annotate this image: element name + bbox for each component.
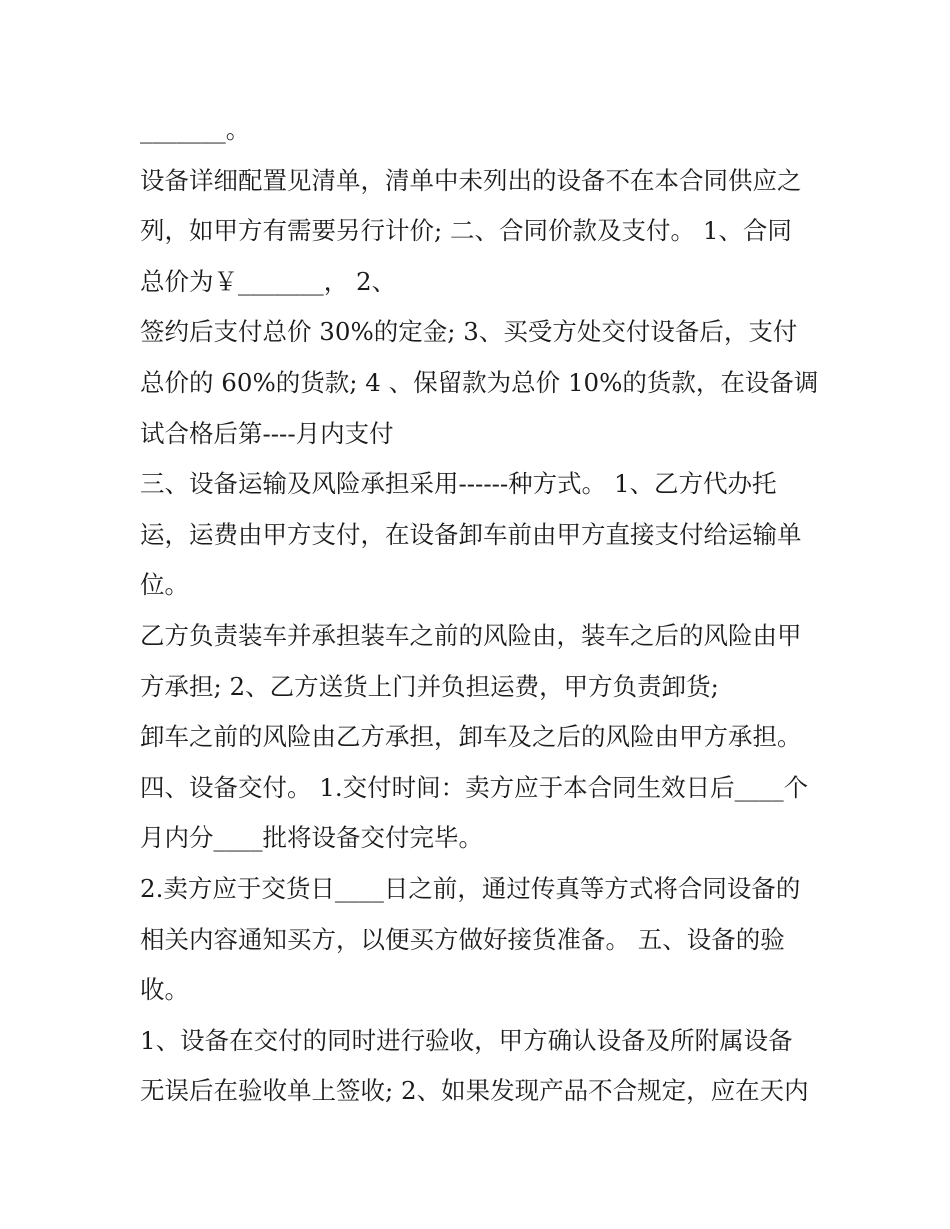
text-line: 三、设备运输及风险承担采用------种方式。 1、乙方代办托 bbox=[140, 469, 777, 499]
text-line: 相关内容通知买方，以便买方做好接货准备。 五、设备的验 bbox=[140, 924, 785, 954]
text-line: 总价为￥_______， 2、 bbox=[140, 266, 397, 296]
text-line: 卸车之前的风险由乙方承担，卸车及之后的风险由甲方承担。 bbox=[140, 722, 802, 752]
text-line: 四、设备交付。 1.交付时间：卖方应于本合同生效日后____个 bbox=[140, 772, 809, 802]
text-line: 设备详细配置见清单，清单中未列出的设备不在本合同供应之 bbox=[140, 165, 802, 195]
text-line: 1、设备在交付的同时进行验收，甲方确认设备及所附属设备 bbox=[140, 1025, 793, 1055]
text-line: 乙方负责装车并承担装车之前的风险由，装车之后的风险由甲 bbox=[140, 620, 802, 650]
text-line: 2.卖方应于交货日____日之前，通过传真等方式将合同设备的 bbox=[140, 873, 801, 903]
text-line: 试合格后第----月内支付 bbox=[140, 418, 394, 448]
text-line: 列，如甲方有需要另行计价; 二、合同价款及支付。 1、合同 bbox=[140, 216, 792, 246]
contract-body-text bbox=[140, 105, 840, 1117]
text-line: 总价的 60%的货款; 4 、保留款为总价 10%的货款，在设备调 bbox=[140, 367, 819, 397]
text-line: 无误后在验收单上签收; 2、如果发现产品不合规定，应在天内 bbox=[140, 1076, 809, 1106]
text-line: _______。 bbox=[140, 115, 251, 144]
text-line: 位。 bbox=[140, 570, 189, 600]
text-line: 签约后支付总价 30%的定金; 3、买受方处交付设备后，支付 bbox=[140, 317, 798, 347]
text-line: 方承担; 2、乙方送货上门并负担运费，甲方负责卸货; bbox=[140, 671, 719, 701]
text-line: 月内分____批将设备交付完毕。 bbox=[140, 823, 483, 853]
text-line: 运，运费由甲方支付，在设备卸车前由甲方直接支付给运输单 bbox=[140, 519, 802, 549]
text-line: 收。 bbox=[140, 975, 189, 1005]
